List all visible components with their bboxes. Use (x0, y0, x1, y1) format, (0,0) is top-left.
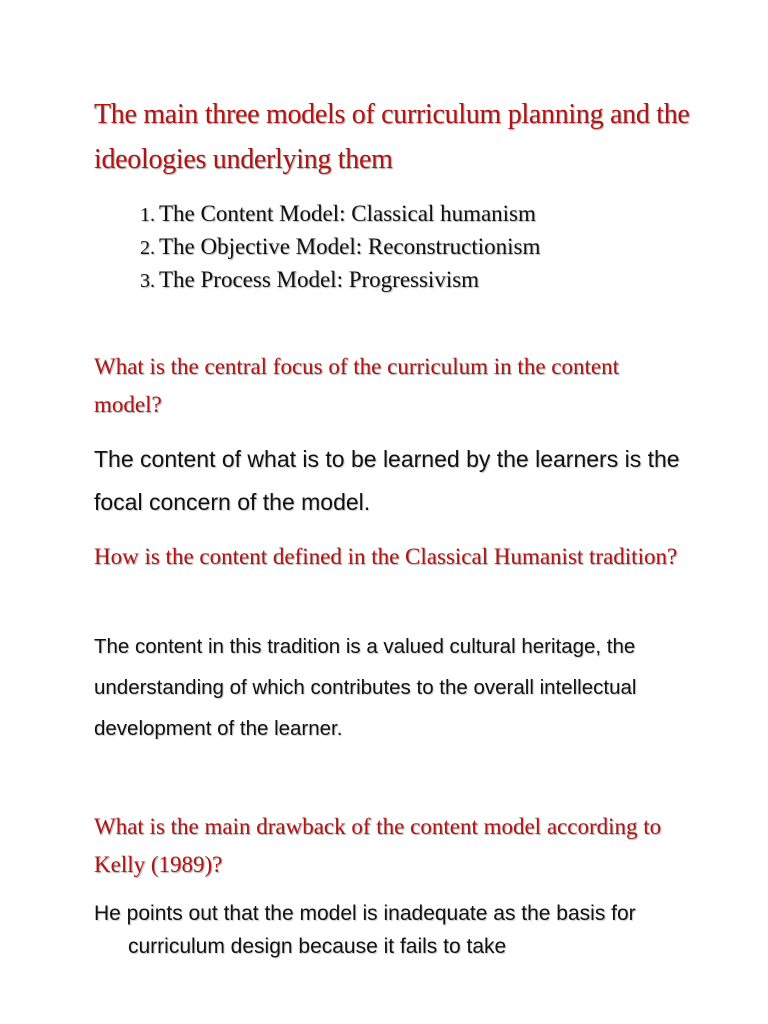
list-item-text: The Objective Model: Reconstructionism (159, 234, 541, 259)
list-item (140, 231, 700, 264)
list-item-text: The Content Model: Classical humanism (159, 201, 536, 226)
question-central-focus: What is the central focus of the curriculum in the content model? (94, 354, 619, 417)
question-main-drawback: What is the main drawback of the content model according to Kelly (1989)? (94, 814, 662, 877)
list-item-number: 1. (140, 204, 155, 226)
page-title: The main three models of curriculum planning and the ideologies underlying them (94, 99, 690, 175)
answer-central-focus: The content of what is to be learned by the learners is the focal concern of the model. (94, 446, 680, 515)
question-content-definition: How is the content defined in the Classical Humanist tradition? (94, 544, 678, 569)
list-item-number: 2. (140, 237, 155, 259)
list-item (140, 198, 700, 231)
list-item-number: 3. (140, 270, 155, 292)
answer-content-definition: The content in this tradition is a valued cultural heritage, the understanding of which contributes to the overall intellectual development of the learner. (94, 635, 637, 740)
models-list (140, 198, 700, 297)
list-item (140, 264, 700, 297)
list-item-text: The Process Model: Progressivism (159, 267, 480, 292)
answer-main-drawback: He points out that the model is inadequate as the basis for curriculum design because it fails to take (94, 902, 636, 958)
